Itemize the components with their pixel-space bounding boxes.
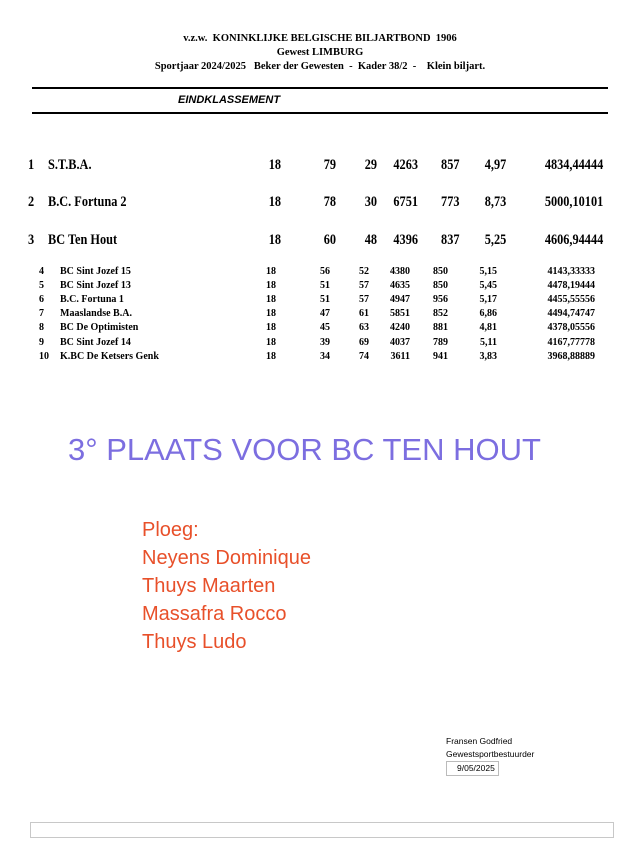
team-member: Neyens Dominique	[142, 547, 311, 569]
stat-cell: 3,83	[479, 350, 497, 362]
stat-cell: 56	[320, 266, 330, 277]
rank-cell: 5	[39, 280, 44, 292]
stat-cell: 57	[359, 280, 369, 292]
stat-cell: 18	[266, 308, 276, 320]
team-name-cell: BC De Optimisten	[60, 322, 139, 334]
stat-cell: 4947	[390, 294, 410, 306]
signature-date: 9/05/2025	[446, 761, 499, 776]
stat-cell: 39	[320, 336, 330, 348]
stat-cell: 881	[433, 322, 448, 334]
stat-cell: 5,17	[479, 294, 497, 306]
team-block	[142, 516, 311, 656]
stat-cell: 48	[364, 232, 377, 248]
stat-cell: 4396	[393, 232, 418, 248]
rank-cell: 6	[39, 294, 44, 306]
stat-cell: 6,86	[479, 308, 497, 320]
stat-cell: 852	[433, 308, 448, 320]
stat-cell: 4635	[390, 280, 410, 292]
stat-cell: 4455,55556	[547, 294, 595, 306]
header-line-season: Sportjaar 2024/2025 Beker der Gewesten - Kader 38/2 - Klein biljart.	[154, 61, 486, 72]
stat-cell: 4263	[393, 157, 418, 173]
stat-cell: 4606,94444	[544, 232, 603, 248]
stat-cell: 4380	[390, 266, 410, 277]
stat-cell: 18	[266, 266, 276, 277]
stat-cell: 30	[364, 194, 377, 210]
team-name-cell: K.BC De Ketsers Genk	[60, 350, 159, 362]
stat-cell: 5,15	[479, 266, 497, 277]
rank-cell: 2	[28, 194, 35, 210]
rank-cell: 1	[28, 157, 35, 173]
stat-cell: 4167,77778	[547, 336, 595, 348]
signature-role: Gewestsportbestuurder	[446, 749, 535, 759]
rank-cell: 3	[28, 232, 35, 248]
stat-cell: 51	[320, 294, 330, 306]
team-name-cell: BC Sint Jozef 15	[60, 266, 131, 277]
team-name-cell: BC Sint Jozef 13	[60, 280, 131, 292]
stat-cell: 18	[266, 350, 276, 362]
stat-cell: 18	[268, 194, 281, 210]
stat-cell: 4143,33333	[547, 266, 595, 277]
stat-cell: 789	[433, 336, 448, 348]
standings-row	[0, 194, 640, 214]
stat-cell: 34	[320, 350, 330, 362]
stat-cell: 60	[323, 232, 336, 248]
stat-cell: 18	[266, 322, 276, 334]
stat-cell: 6751	[393, 194, 418, 210]
stat-cell: 18	[268, 232, 281, 248]
stat-cell: 5,25	[484, 232, 506, 248]
stat-cell: 3611	[390, 350, 410, 362]
stat-cell: 4,97	[484, 157, 506, 173]
footer-box	[30, 822, 614, 838]
stat-cell: 941	[433, 350, 448, 362]
stat-cell: 3968,88889	[547, 350, 595, 362]
stat-cell: 5,11	[480, 336, 497, 348]
stat-cell: 52	[359, 266, 369, 277]
stat-cell: 61	[359, 308, 369, 320]
header-line-federation: v.z.w. KONINKLIJKE BELGISCHE BILJARTBOND 1906	[183, 33, 457, 44]
rank-cell: 4	[39, 266, 44, 277]
rank-cell: 7	[39, 308, 44, 320]
stat-cell: 18	[268, 157, 281, 173]
stat-cell: 51	[320, 280, 330, 292]
stat-cell: 837	[440, 232, 459, 248]
team-name-cell: BC Sint Jozef 14	[60, 336, 131, 348]
stat-cell: 18	[266, 294, 276, 306]
team-member: Thuys Ludo	[142, 631, 247, 653]
stat-cell: 5000,10101	[544, 194, 603, 210]
top-rule	[32, 87, 608, 89]
stat-cell: 4834,44444	[544, 157, 603, 173]
stat-cell: 63	[359, 322, 369, 334]
stat-cell: 47	[320, 308, 330, 320]
standings-row	[0, 157, 640, 177]
team-member: Massafra Rocco	[142, 603, 287, 625]
team-name-cell: S.T.B.A.	[48, 157, 92, 173]
stat-cell: 69	[359, 336, 369, 348]
stat-cell: 4240	[390, 322, 410, 334]
stat-cell: 18	[266, 280, 276, 292]
stat-cell: 8,73	[484, 194, 506, 210]
stat-cell: 956	[433, 294, 448, 306]
stat-cell: 4478,19444	[547, 280, 595, 292]
stat-cell: 773	[440, 194, 459, 210]
stat-cell: 29	[364, 157, 377, 173]
stat-cell: 78	[323, 194, 336, 210]
standings-row	[0, 351, 640, 371]
stat-cell: 5851	[390, 308, 410, 320]
team-label: Ploeg:	[142, 519, 199, 541]
team-member: Thuys Maarten	[142, 575, 276, 597]
team-name-cell: BC Ten Hout	[48, 232, 118, 248]
signature-name: Fransen Godfried	[446, 736, 513, 746]
headline: 3° PLAATS VOOR BC TEN HOUT	[68, 432, 541, 467]
stat-cell: 4378,05556	[547, 322, 595, 334]
rank-cell: 8	[39, 322, 44, 334]
signature-block	[446, 735, 534, 776]
header-line-region: Gewest LIMBURG	[276, 47, 364, 58]
rank-cell: 9	[39, 336, 44, 348]
stat-cell: 57	[359, 294, 369, 306]
standings-row	[0, 232, 640, 252]
stat-cell: 850	[433, 280, 448, 292]
rank-cell: 10	[39, 350, 49, 362]
team-name-cell: B.C. Fortuna 2	[48, 194, 127, 210]
stat-cell: 4494,74747	[547, 308, 595, 320]
team-name-cell: B.C. Fortuna 1	[60, 294, 124, 306]
bottom-rule	[32, 112, 608, 114]
stat-cell: 5,45	[479, 280, 497, 292]
stat-cell: 4,81	[479, 322, 497, 334]
stat-cell: 18	[266, 336, 276, 348]
section-title: EINDKLASSEMENT	[178, 94, 281, 106]
stat-cell: 45	[320, 322, 330, 334]
team-name-cell: Maaslandse B.A.	[60, 308, 132, 320]
stat-cell: 4037	[390, 336, 410, 348]
stat-cell: 850	[433, 266, 448, 277]
stat-cell: 79	[323, 157, 336, 173]
stat-cell: 74	[359, 350, 369, 362]
stat-cell: 857	[440, 157, 459, 173]
